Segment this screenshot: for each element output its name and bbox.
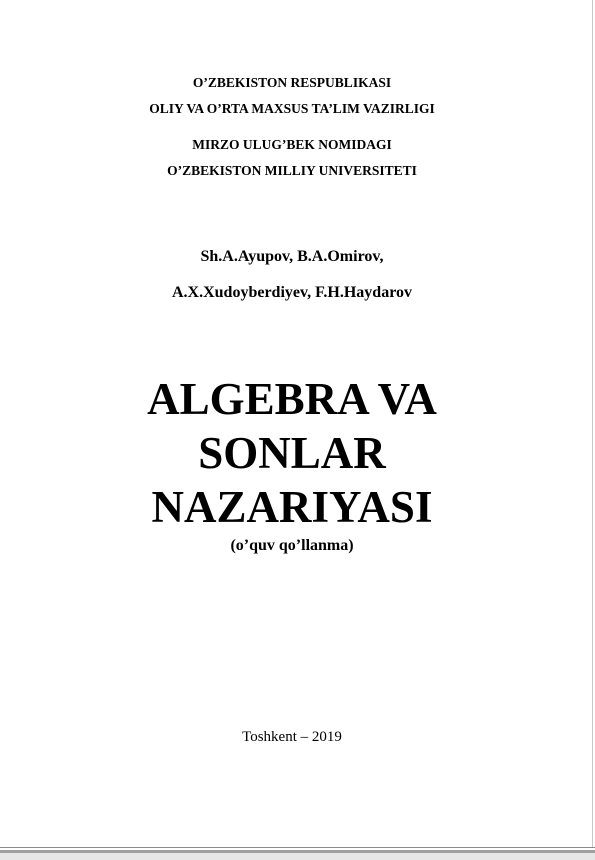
ministry-name: OLIY VA O’RTA MAXSUS TA’LIM VAZIRLIGI <box>149 101 435 116</box>
university-named-after: MIRZO ULUG’BEK NOMIDAGI <box>192 137 392 152</box>
authors-line-1: Sh.A.Ayupov, B.A.Omirov, <box>200 248 384 265</box>
place-and-year: Toshkent – 2019 <box>242 729 342 745</box>
book-title-line-3: NAZARIYASI <box>151 482 433 532</box>
ministry-country: O’ZBEKISTON RESPUBLIKASI <box>192 75 392 90</box>
university-name: O’ZBEKISTON MILLIY UNIVERSITETI <box>167 163 417 178</box>
authors-line-2: A.X.Xudoyberdiyev, F.H.Haydarov <box>171 284 413 301</box>
page-right-edge <box>592 0 593 848</box>
book-title-line-2: SONLAR <box>198 428 386 478</box>
book-subtitle: (o’quv qo’llanma) <box>230 537 354 554</box>
page-bottom-edge <box>0 847 595 860</box>
book-title-line-1: ALGEBRA VA <box>147 374 437 424</box>
